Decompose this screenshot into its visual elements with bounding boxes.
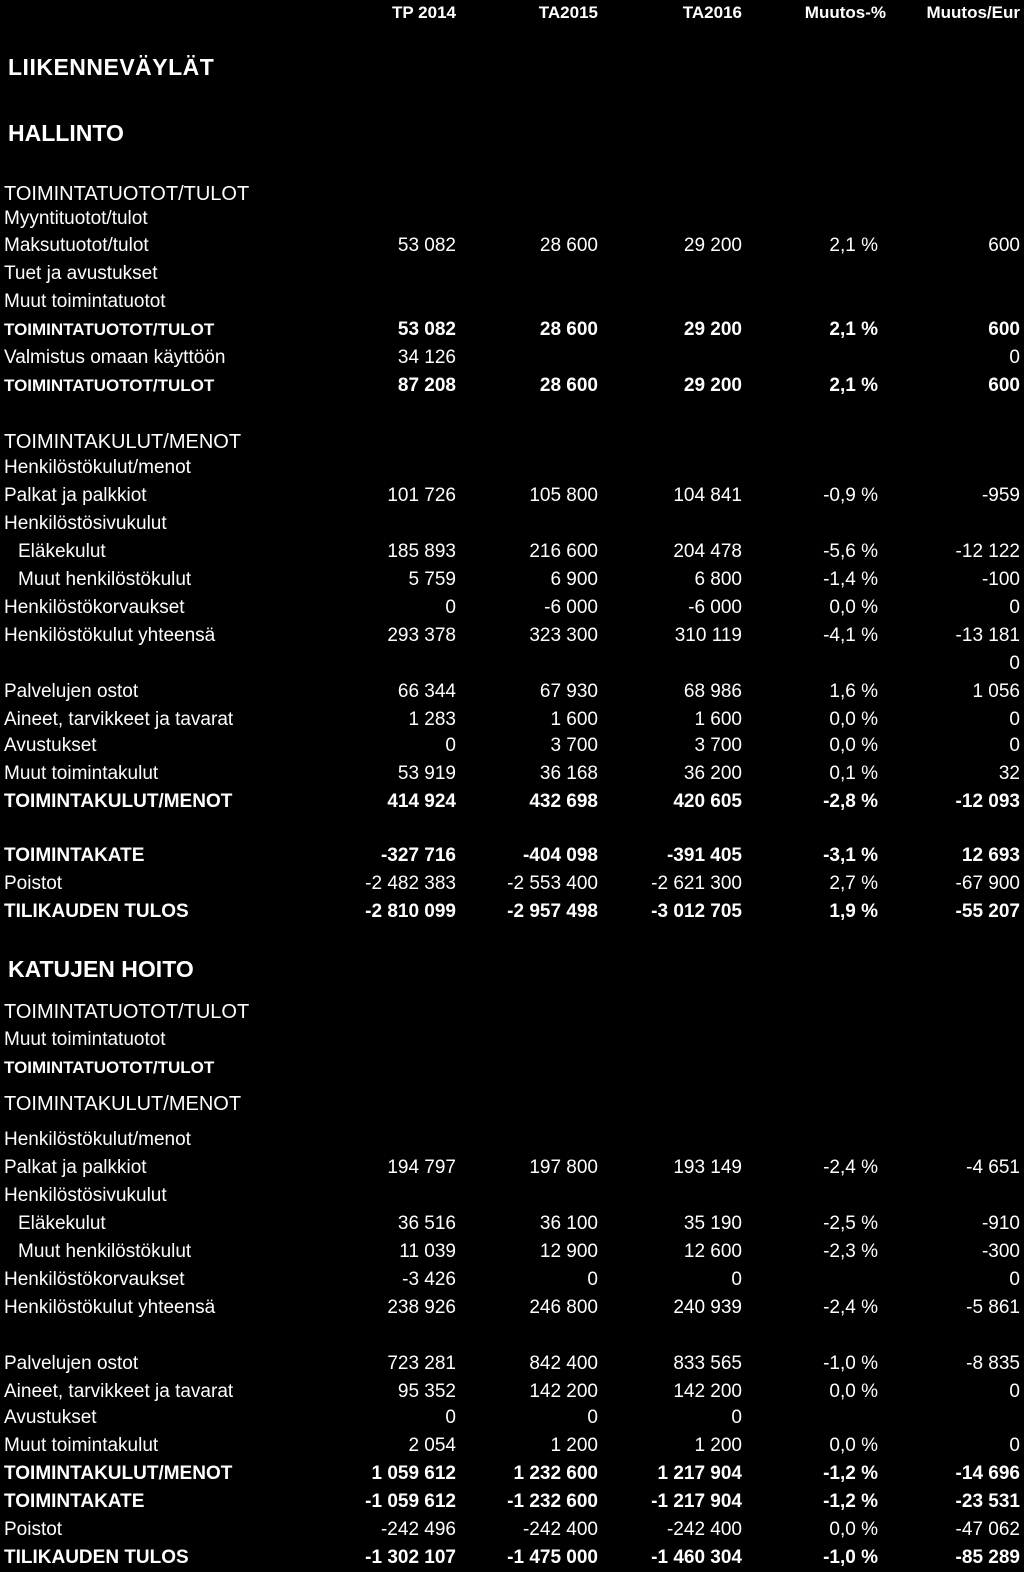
value-change-percent: -1,2 % [823,1463,878,1484]
value-ta2015: 28 600 [539,235,598,256]
table-row [0,594,1024,622]
table-row [0,678,1024,706]
row-label: Palvelujen ostot [4,681,139,702]
value-change-eur: -47 062 [955,1519,1020,1540]
table-row [0,1460,1024,1488]
page-title: LIIKENNEVÄYLÄT [8,54,215,80]
table-row [0,1182,1024,1210]
value-tp2014: -242 496 [380,1519,456,1540]
value-change-eur: 0 [1009,653,1020,674]
row-label: Aineet, tarvikkeet ja tavarat [4,709,234,730]
value-tp2014: 87 208 [397,375,456,396]
value-ta2015: -404 098 [522,845,598,866]
row-label: Muut henkilöstökulut [18,1241,192,1262]
value-tp2014: 185 893 [387,541,456,562]
value-change-percent: 0,1 % [829,763,878,784]
table-row [0,1322,1024,1350]
table-row [0,205,1024,233]
value-change-eur: -12 093 [955,791,1020,812]
value-ta2016: 204 478 [673,541,742,562]
value-change-percent: -1,4 % [823,569,878,590]
value-ta2015: 36 100 [539,1213,598,1234]
value-change-eur: 0 [1009,597,1020,618]
value-ta2016: -1 217 904 [651,1491,742,1512]
value-change-eur: -100 [981,569,1020,590]
value-change-percent: 0,0 % [829,1519,878,1540]
value-ta2016: -242 400 [666,1519,742,1540]
value-tp2014: -3 426 [402,1269,456,1290]
value-change-percent: 0,0 % [829,1435,878,1456]
table-row [0,454,1024,482]
value-change-eur: 1 056 [972,681,1020,702]
value-ta2016: 35 190 [683,1213,742,1234]
table-row [0,180,1024,208]
value-ta2016: -2 621 300 [651,873,742,894]
table-row [0,650,1024,678]
row-label: Muut toimintakulut [4,763,159,784]
value-ta2016: 6 800 [694,569,742,590]
value-change-eur: 0 [1009,735,1020,756]
value-change-eur: 0 [1009,347,1020,368]
row-label: TOIMINTAKULUT/MENOT [4,1463,233,1484]
value-ta2016: 1 217 904 [657,1463,742,1484]
table-row [0,1432,1024,1460]
table-row [0,1488,1024,1516]
value-ta2015: 105 800 [529,485,598,506]
table-row [0,706,1024,734]
value-ta2015: 28 600 [539,375,598,396]
row-label: Henkilöstökulut/menot [4,457,191,478]
row-label: Henkilöstösivukulut [4,1185,167,1206]
table-row [0,260,1024,288]
row-label: TOIMINTAKULUT/MENOT [4,431,242,453]
value-change-percent: 2,1 % [829,235,878,256]
value-ta2016: 240 939 [673,1297,742,1318]
row-label: Henkilöstökorvaukset [4,1269,185,1290]
table-row [0,842,1024,870]
value-ta2016: 29 200 [683,375,742,396]
value-ta2015: 28 600 [539,319,598,340]
value-ta2016: -1 460 304 [651,1547,742,1568]
column-header-ta2016: TA2016 [682,3,742,22]
value-tp2014: 101 726 [387,485,456,506]
value-change-percent: 0,0 % [829,597,878,618]
table-row [0,816,1024,844]
value-change-percent: 1,6 % [829,681,878,702]
table-row [0,538,1024,566]
row-label: TOIMINTATUOTOT/TULOT [4,1058,215,1077]
value-ta2016: -3 012 705 [651,901,742,922]
value-tp2014: 36 516 [397,1213,456,1234]
value-change-eur: -55 207 [955,901,1020,922]
value-change-percent: 0,0 % [829,709,878,730]
column-header-change-eur: Muutos/Eur [926,3,1020,22]
value-ta2015: -2 957 498 [507,901,598,922]
row-label: Valmistus omaan käyttöön [4,347,226,368]
value-ta2016: 3 700 [694,735,742,756]
value-change-eur: -13 181 [955,625,1020,646]
table-row [0,1350,1024,1378]
table-row [0,316,1024,344]
value-change-eur: 0 [1009,1381,1020,1402]
row-label: Muut toimintatuotot [4,1029,166,1050]
value-ta2016: -6 000 [688,597,742,618]
row-label: TOIMINTAKULUT/MENOT [4,1093,242,1115]
row-label: Muut toimintakulut [4,1435,159,1456]
value-ta2016: 12 600 [683,1241,742,1262]
value-ta2016: 1 600 [694,709,742,730]
value-ta2016: 68 986 [683,681,742,702]
row-label: Eläkekulut [18,541,106,562]
value-ta2016: 29 200 [683,235,742,256]
value-ta2015: 432 698 [529,791,598,812]
row-label: Muut toimintatuotot [4,291,166,312]
value-tp2014: 95 352 [397,1381,456,1402]
value-tp2014: 34 126 [397,347,456,368]
value-change-eur: -8 835 [966,1353,1020,1374]
table-row [0,1294,1024,1322]
value-tp2014: -2 482 383 [365,873,456,894]
value-tp2014: 414 924 [387,791,456,812]
table-row [0,566,1024,594]
value-ta2015: 1 200 [550,1435,598,1456]
value-change-percent: -0,9 % [823,485,878,506]
column-header-tp2014: TP 2014 [392,3,456,22]
value-ta2015: -242 400 [522,1519,598,1540]
table-row [0,1516,1024,1544]
table-row [0,1126,1024,1154]
value-tp2014: 0 [445,1407,456,1428]
row-label: TOIMINTATUOTOT/TULOT [4,183,250,205]
value-ta2015: 323 300 [529,625,598,646]
value-change-eur: 600 [988,235,1020,256]
column-header-ta2015: TA2015 [538,3,598,22]
value-change-eur: -23 531 [955,1491,1020,1512]
value-tp2014: -327 716 [380,845,456,866]
value-ta2016: 1 200 [694,1435,742,1456]
row-label: TOIMINTAKATE [4,845,145,866]
value-change-percent: 0,0 % [829,735,878,756]
value-change-percent: 2,7 % [829,873,878,894]
value-change-percent: -2,5 % [823,1213,878,1234]
table-row [0,1090,1024,1118]
value-change-eur: -12 122 [955,541,1020,562]
value-tp2014: 0 [445,597,456,618]
value-ta2016: 0 [731,1269,742,1290]
row-label: Poistot [4,1519,63,1540]
row-label: Aineet, tarvikkeet ja tavarat [4,1381,234,1402]
row-label: Muut henkilöstökulut [18,569,192,590]
value-ta2015: 36 168 [539,763,598,784]
value-ta2015: 246 800 [529,1297,598,1318]
value-change-eur: 32 [998,763,1020,784]
table-row [0,898,1024,926]
section-title-hallinto: HALLINTO [8,120,124,146]
value-change-eur: -85 289 [955,1547,1020,1568]
value-ta2015: 0 [587,1407,598,1428]
value-ta2016: 310 119 [674,625,742,646]
value-ta2015: 1 600 [550,709,598,730]
value-ta2016: 142 200 [673,1381,742,1402]
value-change-percent: -1,0 % [823,1353,878,1374]
row-label: TOIMINTATUOTOT/TULOT [4,320,215,339]
table-row [0,428,1024,456]
value-change-percent: -5,6 % [823,541,878,562]
value-change-percent: -2,4 % [823,1157,878,1178]
value-ta2015: 1 232 600 [513,1463,598,1484]
row-label: Myyntituotot/tulot [4,208,148,229]
value-tp2014: 238 926 [387,1297,456,1318]
row-label: Palvelujen ostot [4,1353,139,1374]
row-label: TOIMINTAKULUT/MENOT [4,791,233,812]
value-change-eur: 0 [1009,709,1020,730]
value-ta2016: 104 841 [673,485,742,506]
value-change-percent: -2,3 % [823,1241,878,1262]
value-tp2014: -1 059 612 [365,1491,456,1512]
row-label: Maksutuotot/tulot [4,235,149,256]
value-ta2016: 193 149 [673,1157,742,1178]
row-label: Eläkekulut [18,1213,106,1234]
value-tp2014: -1 302 107 [365,1547,456,1568]
value-change-eur: -910 [981,1213,1020,1234]
value-change-percent: 1,9 % [829,901,878,922]
row-label: Henkilöstökulut yhteensä [4,1297,216,1318]
value-tp2014: 194 797 [387,1157,456,1178]
value-ta2015: -1 475 000 [507,1547,598,1568]
table-row [0,1238,1024,1266]
value-change-percent: -1,2 % [823,1491,878,1512]
value-ta2016: 420 605 [673,791,742,812]
value-change-eur: -14 696 [955,1463,1020,1484]
value-tp2014: 5 759 [408,569,456,590]
table-row [0,622,1024,650]
table-row [0,510,1024,538]
value-tp2014: -2 810 099 [365,901,456,922]
value-change-eur: 600 [988,375,1020,396]
value-change-eur: 0 [1009,1435,1020,1456]
value-change-eur: -959 [981,485,1020,506]
value-ta2015: 6 900 [550,569,598,590]
value-ta2015: 142 200 [529,1381,598,1402]
table-row [0,788,1024,816]
row-label: Henkilöstösivukulut [4,513,167,534]
section-title-katujen-hoito: KATUJEN HOITO [8,956,194,982]
table-row [0,372,1024,400]
table-row [0,344,1024,372]
value-ta2015: 216 600 [529,541,598,562]
table-row [0,998,1024,1026]
value-ta2016: 0 [731,1407,742,1428]
value-change-eur: 600 [988,319,1020,340]
table-row [0,1378,1024,1406]
value-tp2014: 2 054 [408,1435,456,1456]
table-row [0,232,1024,260]
value-change-eur: -67 900 [955,873,1020,894]
table-row [0,1404,1024,1432]
table-row [0,400,1024,428]
value-ta2016: 29 200 [683,319,742,340]
value-tp2014: 723 281 [387,1353,456,1374]
value-change-eur: -4 651 [966,1157,1020,1178]
value-ta2015: 67 930 [539,681,598,702]
row-label: Henkilöstökulut/menot [4,1129,191,1150]
value-ta2015: 197 800 [529,1157,598,1178]
value-change-percent: -2,4 % [823,1297,878,1318]
value-ta2015: -6 000 [544,597,598,618]
value-ta2015: 842 400 [529,1353,598,1374]
table-row [0,1054,1024,1082]
value-change-percent: -1,0 % [823,1547,878,1568]
value-change-percent: -3,1 % [823,845,878,866]
value-change-eur: -5 861 [966,1297,1020,1318]
row-label: Poistot [4,873,63,894]
value-change-eur: -300 [981,1241,1020,1262]
table-row [0,482,1024,510]
table-row [0,732,1024,760]
row-label: Avustukset [4,1407,97,1428]
value-tp2014: 1 283 [408,709,456,730]
value-change-percent: 2,1 % [829,319,878,340]
value-ta2016: -391 405 [666,845,742,866]
value-tp2014: 53 919 [397,763,456,784]
table-row [0,288,1024,316]
value-change-percent: -4,1 % [823,625,878,646]
table-row [0,870,1024,898]
value-change-percent: 0,0 % [829,1381,878,1402]
value-tp2014: 293 378 [387,625,456,646]
row-label: Palkat ja palkkiot [4,1157,147,1178]
value-tp2014: 53 082 [397,319,456,340]
value-ta2015: -1 232 600 [507,1491,598,1512]
value-ta2015: 12 900 [539,1241,598,1262]
row-label: TOIMINTAKATE [4,1491,145,1512]
table-row [0,1266,1024,1294]
value-change-percent: 2,1 % [829,375,878,396]
column-header-change-percent: Muutos-% [804,3,886,22]
table-row [0,760,1024,788]
value-ta2015: -2 553 400 [507,873,598,894]
table-row [0,1544,1024,1572]
table-row [0,1210,1024,1238]
row-label: Henkilöstökulut yhteensä [4,625,216,646]
table-row [0,1026,1024,1054]
value-tp2014: 11 039 [399,1241,456,1262]
value-ta2015: 0 [587,1269,598,1290]
value-tp2014: 1 059 612 [371,1463,456,1484]
table-row [0,1154,1024,1182]
value-tp2014: 0 [445,735,456,756]
value-change-percent: -2,8 % [823,791,878,812]
row-label: Avustukset [4,735,97,756]
row-label: TOIMINTATUOTOT/TULOT [4,376,215,395]
row-label: Henkilöstökorvaukset [4,597,185,618]
row-label: TILIKAUDEN TULOS [4,1547,189,1568]
row-label: TOIMINTATUOTOT/TULOT [4,1001,250,1023]
value-tp2014: 66 344 [397,681,456,702]
value-change-eur: 12 693 [961,845,1020,866]
value-ta2015: 3 700 [550,735,598,756]
value-ta2016: 36 200 [683,763,742,784]
value-change-eur: 0 [1009,1269,1020,1290]
row-label: Tuet ja avustukset [4,263,158,284]
value-ta2016: 833 565 [673,1353,742,1374]
row-label: TILIKAUDEN TULOS [4,901,189,922]
value-tp2014: 53 082 [397,235,456,256]
row-label: Palkat ja palkkiot [4,485,147,506]
